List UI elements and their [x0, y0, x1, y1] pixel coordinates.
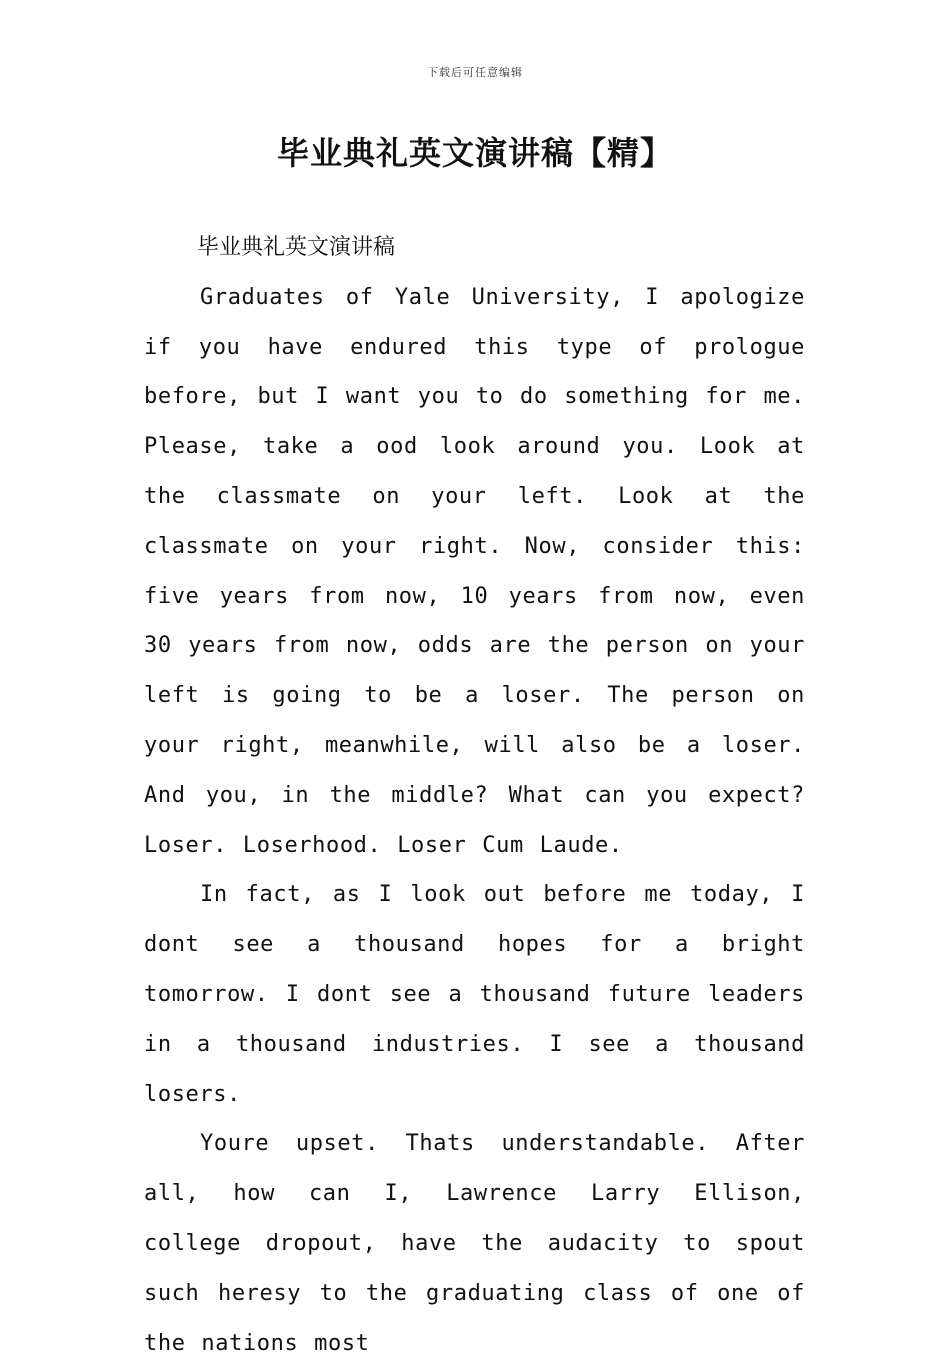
paragraph-1: Graduates of Yale University, I apologize if you have endured this type of prologue before, but I want you to do something for me. Please, take a ood look around you. Look at the classmate on your left. Look at the classmate on your right. Now, consider this: five years from now, 10 years from now, even 30 years from now, odds are the person on your left is going to be a loser. The person on your right, meanwhile, will also be a loser. And you, in the middle? What can you expect? Loser. Loserhood. Loser Cum Laude.: [144, 284, 805, 858]
paragraph-2: In fact, as I look out before me today, I dont see a thousand hopes for a bright tomorrow. I dont see a thousand future leaders in a thousand industries. I see a thousand losers.: [144, 882, 805, 1107]
section-subtitle: 毕业典礼英文演讲稿: [197, 235, 396, 260]
document-title: 毕业典礼英文演讲稿【精】: [276, 134, 673, 172]
document-body: [144, 223, 805, 1368]
header-note: 下载后可任意编辑: [427, 66, 523, 79]
paragraph-3: Youre upset. Thats understandable. After all, how can I, Lawrence Larry Ellison, college dropout, have the audacity to spout such heresy to the graduating class of one of the nations most: [144, 1131, 805, 1356]
